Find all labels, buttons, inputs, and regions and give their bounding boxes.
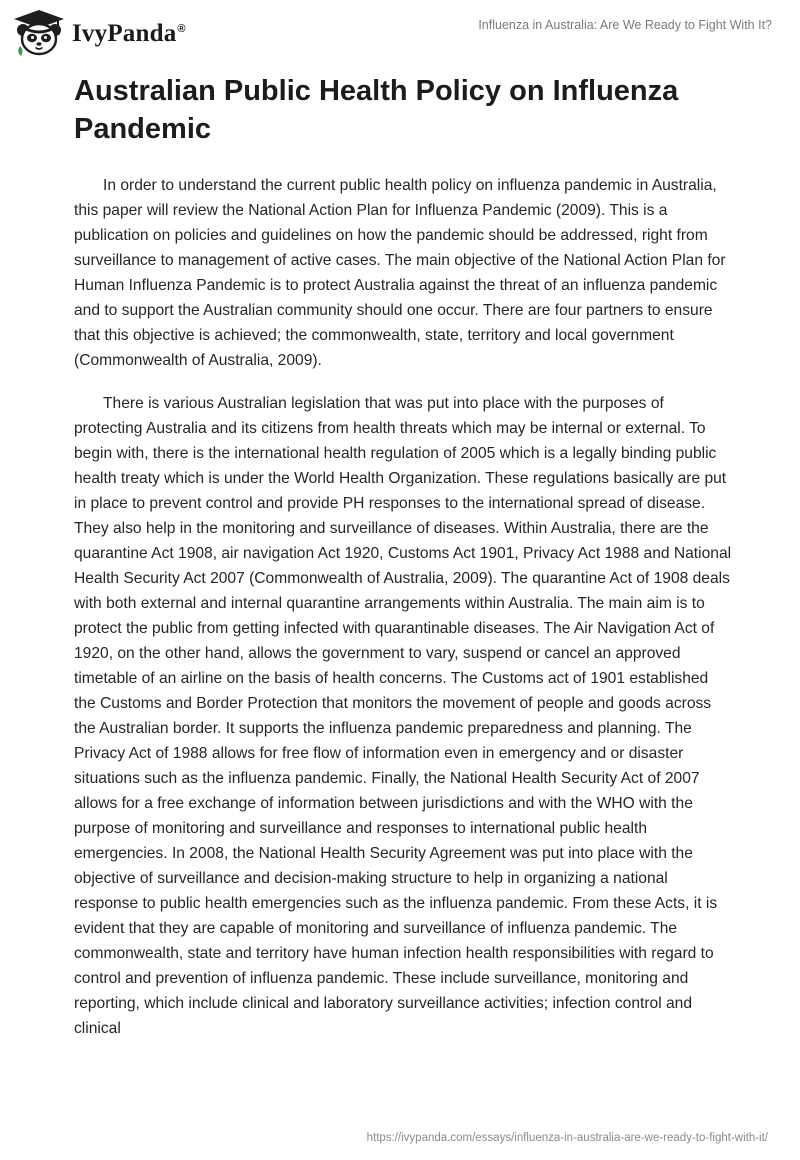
panda-graduate-icon — [12, 8, 66, 58]
brand-name: IvyPanda® — [72, 20, 186, 47]
registered-mark: ® — [177, 22, 186, 35]
brand-logo[interactable] — [12, 8, 186, 58]
paragraph-1: In order to understand the current public health policy on influenza pandemic in Australia, this paper will review the National Action Plan for Influenza Pandemic (2009). This is a publication on policies and guidelines on how the pandemic should be addressed, right from surveillance to management of active cases. The main objective of the National Action Plan for Human Influenza Pandemic is to protect Australia against the threat of an influenza pandemic and to support the Australian community should one occur. There are four partners to ensure that this objective is achieved; the commonwealth, state, territory and local government (Commonwealth of Australia, 2009). — [74, 177, 726, 369]
article-heading: Australian Public Health Policy on Influenza Pandemic — [74, 75, 679, 145]
article-body — [74, 173, 732, 1059]
page-header — [0, 0, 800, 64]
source-url[interactable]: https://ivypanda.com/essays/influenza-in-australia-are-we-ready-to-fight-with-it/ — [366, 1132, 768, 1144]
paragraph-2: There is various Australian legislation that was put into place with the purposes of protecting Australia and its citizens from health threats which may be internal or external. To begin with, there is the international health regulation of 2005 which is a legally binding public health treaty which is under the World Health Organization. These regulations basically are put in place to prevent control and provide PH responses to the international spread of disease. They also help in the monitoring and surveillance of diseases. Within Australia, there are the quarantine Act 1908, air navigation Act 1920, Customs Act 1901, Privacy Act 1988 and National Health Security Act 2007 (Commonwealth of Australia, 2009). The quarantine Act of 1908 deals with both external and internal quarantine arrangements within Australia. The main aim is to protect the public from getting infected with quarantinable diseases. The Air Navigation Act of 1920, on the other hand, allows the government to vary, suspend or cancel an approved timetable of an airline on the basis of health concerns. The Customs act of 1901 established the Customs and Border Protection that monitors the movement of people and goods across the Australian border. It supports the influenza pandemic preparedness and planning. The Privacy Act of 1988 allows for free flow of information even in emergency and or disaster situations such as the influenza pandemic. Finally, the National Health Security Act of 2007 allows for a free exchange of information between jurisdictions and with the WHO with the purpose of monitoring and surveillance and responses to international public health emergencies. In 2008, the National Health Security Agreement was put into place with the objective of surveillance and decision-making structure to help in organizing a national response to public health emergencies such as the influenza pandemic. From these Acts, it is evident that they are capable of monitoring and surveillance of influenza pandemic. The commonwealth, state and territory have human infection health responsibilities with regard to control and prevention of influenza pandemic. These include surveillance, monitoring and reporting, which include clinical and laboratory surveillance activities; infection control and clinical — [74, 395, 732, 1037]
document-title: Influenza in Australia: Are We Ready to Fight With It? — [478, 18, 772, 32]
